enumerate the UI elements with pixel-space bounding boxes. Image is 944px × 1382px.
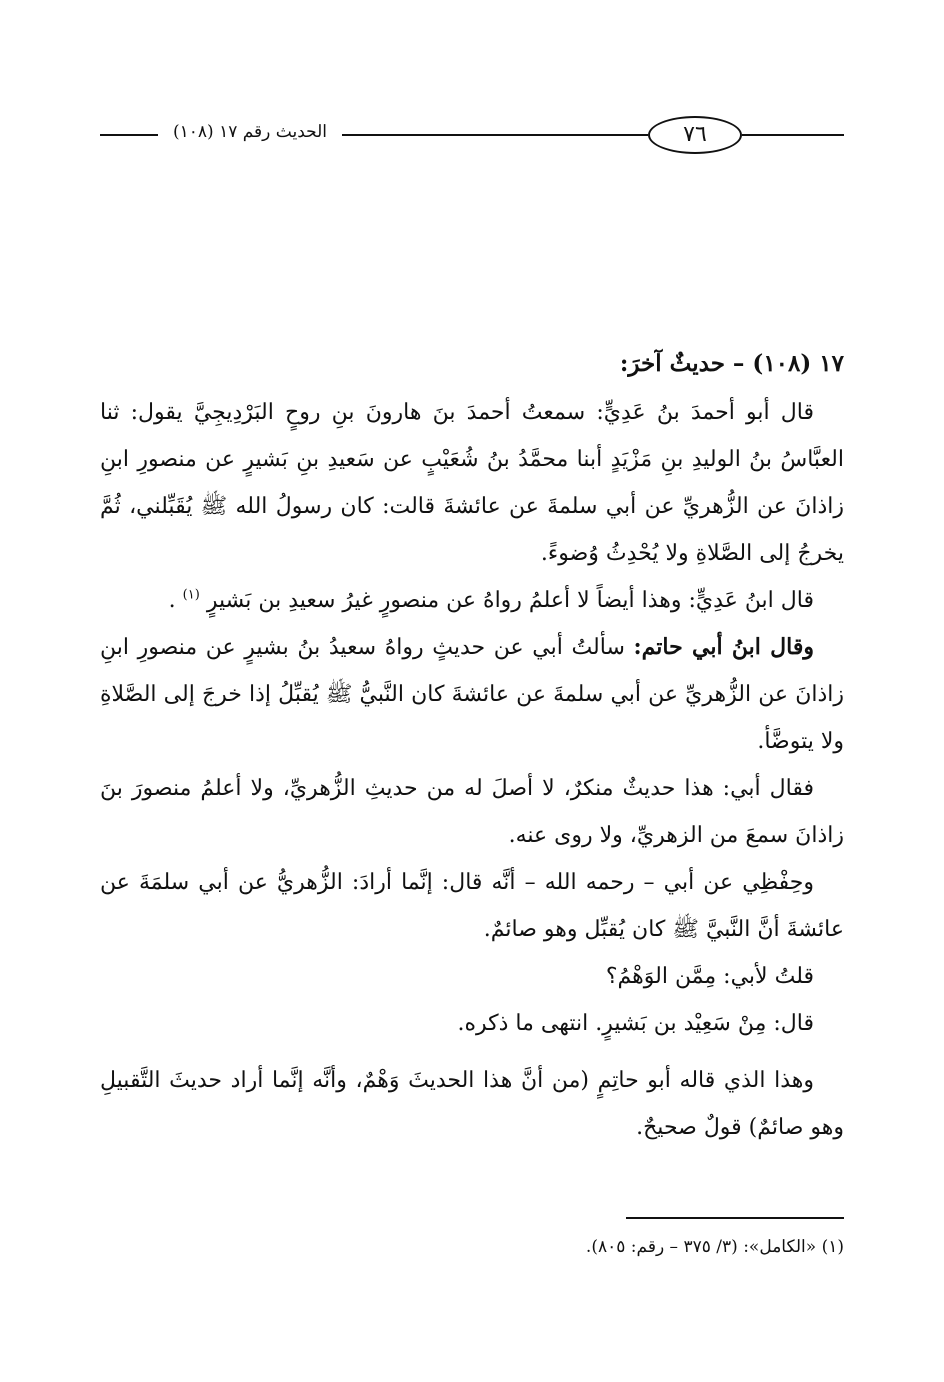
page-header xyxy=(100,112,844,160)
paragraph-2-text: قال ابنُ عَدِيٍّ: وهذا أيضاً لا أعلمُ رواهُ عن منصورٍ غيرُ سعيدِ بن بَشيرٍ xyxy=(206,588,814,613)
main-text xyxy=(100,340,844,1151)
hadith-heading: ١٧ (١٠٨) – حديثٌ آخرَ: xyxy=(619,350,844,377)
page-number: ٧٦ xyxy=(648,116,742,154)
header-rule-middle xyxy=(342,134,648,136)
paragraph-3 xyxy=(100,624,844,765)
paragraph-3-text: سألتُ أبي عن حديثٍ رواهُ سعيدُ بنُ بشيرٍ عن منصورِ ابنِ زاذانَ عن الزُّهريِّ عن أبي سلمةَ عن عائشةَ كان النَّبيُّ ﷺ يُقبِّلُ إذا خرجَ إلى الصَّلاةِ ولا يتوضَّأ. xyxy=(100,635,844,754)
paragraph-6: قلتُ لأبي: مِمَّن الوَهْمُ؟ xyxy=(605,964,814,989)
paragraph-2-trailing: . xyxy=(168,588,176,613)
footnote-reference: (١) xyxy=(182,587,200,603)
running-title: الحديث رقم ١٧ (١٠٨) xyxy=(172,122,328,142)
paragraph-3-lead: وقال ابنُ أبي حاتم: xyxy=(633,634,814,660)
paragraph-7: قال: مِنْ سَعِيْد بن بَشيرٍ. انتهى ما ذكره. xyxy=(457,1011,814,1036)
header-rule-right xyxy=(742,134,844,136)
footnote: (١) «الكامل»: (٣/ ٣٧٥ – رقم: ٨٠٥). xyxy=(585,1237,844,1257)
paragraph-1: قال أبو أحمدَ بنُ عَدِيٍّ: سمعتُ أحمدَ بنَ هارونَ بنِ روحٍ البَرْدِيجِيَّ يقول: ثنا العبَّاسُ بنُ الوليدِ بنِ مَزْيَدٍ أبنا محمَّدُ بنُ شُعَيْبٍ عن سَعيدِ بنِ بَشيرٍ عن منصورِ ابنِ زاذانَ عن الزُّهريِّ عن أبي سلمةَ عن عائشةَ قالت: كان رسولُ الله ﷺ يُقَبِّلني، ثُمَّ يخرجُ إلى الصَّلاةِ ولا يُحْدِثُ وُضوءً. xyxy=(100,400,844,566)
paragraph-2 xyxy=(100,577,844,624)
header-rule-left xyxy=(100,134,158,136)
footnote-divider xyxy=(626,1217,844,1219)
paragraph-5: وحِفْظِي عن أبي – رحمه الله – أنَّه قال: إنَّما أرادَ: الزُّهريُّ عن أبي سلمَةَ عن عائشةَ أنَّ النَّبيَّ ﷺ كان يُقبِّل وهو صائمٌ. xyxy=(100,870,844,942)
paragraph-8: وهذا الذي قاله أبو حاتِمٍ (من أنَّ هذا الحديثَ وَهْمٌ، وأنَّه إنَّما أراد حديثَ التَّقبيلِ وهو صائمٌ) قولٌ صحيحٌ. xyxy=(100,1068,844,1140)
paragraph-4: فقال أبي: هذا حديثٌ منكرٌ، لا أصلَ له من حديثِ الزُّهريِّ، ولا أعلمُ منصورَ بنَ زاذانَ سمعَ من الزهريِّ، ولا روى عنه. xyxy=(100,776,844,848)
